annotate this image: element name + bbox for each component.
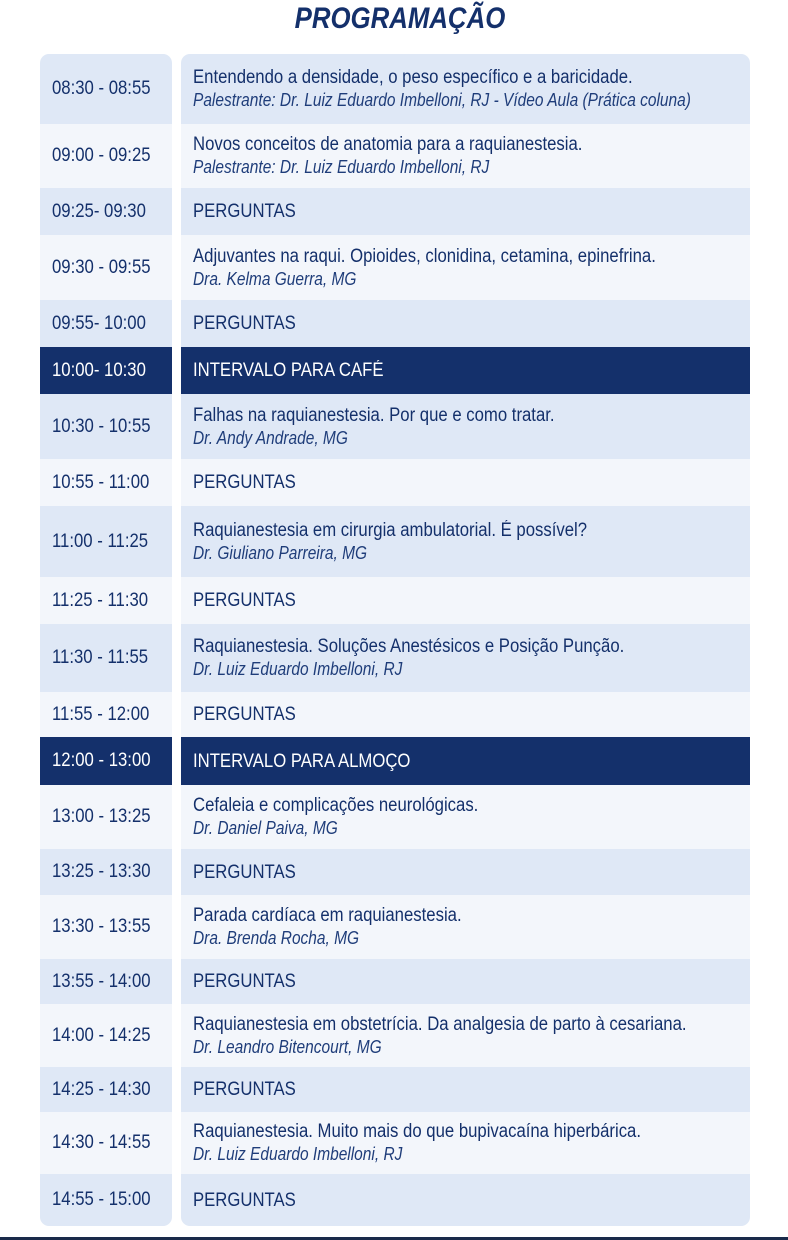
- break-label: INTERVALO PARA CAFÉ: [193, 360, 384, 381]
- time-label: 13:00 - 13:25: [52, 806, 151, 827]
- time-label: 13:25 - 13:30: [52, 861, 151, 882]
- session-title: Raquianestesia em cirurgia ambulatorial. É possível?: [193, 519, 588, 541]
- time-cell: [40, 624, 172, 692]
- time-label: 14:25 - 14:30: [52, 1078, 151, 1100]
- time-cell: [40, 1112, 172, 1174]
- session-title: Cefaleia e complicações neurológicas.: [193, 795, 479, 816]
- questions-label: PERGUNTAS: [193, 590, 296, 611]
- session-title: Raquianestesia em obstetrícia. Da analgesia de parto à cesariana.: [193, 1013, 687, 1035]
- session-row: [181, 895, 750, 959]
- time-cell: [40, 737, 172, 785]
- session-title: Raquianestesia. Muito mais do que bupivacaína hiperbárica.: [193, 1121, 642, 1142]
- time-cell: [40, 849, 172, 895]
- session-row: [181, 124, 750, 188]
- questions-row: [181, 692, 750, 737]
- time-column: [40, 54, 172, 1226]
- time-label: 10:30 - 10:55: [52, 415, 151, 437]
- time-label: 10:00- 10:30: [52, 359, 146, 381]
- session-title: Novos conceitos de anatomia para a raquianestesia.: [193, 134, 583, 155]
- time-cell: [40, 692, 172, 737]
- time-label: 13:30 - 13:55: [52, 916, 151, 937]
- time-label: 09:30 - 09:55: [52, 256, 151, 278]
- session-row: [181, 1004, 750, 1067]
- time-cell: [40, 459, 172, 506]
- time-cell: [40, 394, 172, 459]
- time-label: 11:55 - 12:00: [52, 703, 150, 725]
- break-row: [181, 347, 750, 394]
- session-speaker: Dr. Luiz Eduardo Imbelloni, RJ: [193, 659, 403, 679]
- time-label: 09:55- 10:00: [52, 312, 146, 334]
- questions-row: [181, 1067, 750, 1112]
- time-cell: [40, 785, 172, 849]
- time-cell: [40, 54, 172, 124]
- break-label: INTERVALO PARA ALMOÇO: [193, 750, 411, 772]
- questions-row: [181, 300, 750, 347]
- questions-label: PERGUNTAS: [193, 971, 296, 992]
- time-cell: [40, 506, 172, 577]
- questions-row: [181, 1174, 750, 1226]
- session-row: [181, 1112, 750, 1174]
- session-speaker: Dra. Brenda Rocha, MG: [193, 928, 360, 948]
- time-label: 12:00 - 13:00: [52, 750, 151, 771]
- time-label: 08:30 - 08:55: [52, 78, 151, 99]
- time-label: 13:55 - 14:00: [52, 970, 151, 992]
- time-cell: [40, 300, 172, 347]
- session-speaker: Dr. Andy Andrade, MG: [193, 427, 348, 448]
- time-cell: [40, 1174, 172, 1226]
- time-cell: [40, 347, 172, 394]
- time-cell: [40, 188, 172, 235]
- time-label: 14:30 - 14:55: [52, 1132, 151, 1153]
- session-speaker: Palestrante: Dr. Luiz Eduardo Imbelloni, RJ - Vídeo Aula (Prática coluna): [193, 90, 691, 110]
- session-row: [181, 235, 750, 300]
- break-row: [181, 737, 750, 785]
- time-label: 09:25- 09:30: [52, 200, 146, 222]
- session-speaker: Dr. Giuliano Parreira, MG: [193, 542, 368, 563]
- time-label: 14:55 - 15:00: [52, 1189, 151, 1210]
- questions-label: PERGUNTAS: [193, 472, 296, 493]
- questions-label: PERGUNTAS: [193, 704, 296, 725]
- session-title: Raquianestesia. Soluções Anestésicos e Posição Punção.: [193, 636, 625, 657]
- questions-label: PERGUNTAS: [193, 861, 296, 883]
- session-row: [181, 506, 750, 577]
- session-title: Parada cardíaca em raquianestesia.: [193, 905, 462, 926]
- questions-row: [181, 459, 750, 506]
- questions-row: [181, 188, 750, 235]
- session-row: [181, 785, 750, 849]
- time-cell: [40, 235, 172, 300]
- time-cell: [40, 1067, 172, 1112]
- time-cell: [40, 1004, 172, 1067]
- time-cell: [40, 124, 172, 188]
- session-speaker: Palestrante: Dr. Luiz Eduardo Imbelloni, RJ: [193, 157, 490, 177]
- time-label: 10:55 - 11:00: [52, 471, 150, 493]
- questions-label: PERGUNTAS: [193, 1189, 296, 1211]
- time-cell: [40, 959, 172, 1004]
- session-row: [181, 54, 750, 124]
- session-row: [181, 624, 750, 692]
- session-title: Falhas na raquianestesia. Por que e como tratar.: [193, 404, 555, 426]
- session-speaker: Dra. Kelma Guerra, MG: [193, 268, 357, 289]
- questions-label: PERGUNTAS: [193, 313, 296, 334]
- time-cell: [40, 895, 172, 959]
- time-label: 09:00 - 09:25: [52, 145, 151, 166]
- session-speaker: Dr. Leandro Bitencourt, MG: [193, 1036, 382, 1057]
- page-title: PROGRAMAÇÃO: [294, 2, 506, 35]
- questions-label: PERGUNTAS: [193, 1079, 296, 1100]
- time-cell: [40, 577, 172, 624]
- session-row: [181, 394, 750, 459]
- time-label: 11:00 - 11:25: [52, 530, 149, 552]
- session-title: Adjuvantes na raqui. Opioides, clonidina, cetamina, epinefrina.: [193, 245, 656, 267]
- session-speaker: Dr. Luiz Eduardo Imbelloni, RJ: [193, 1144, 403, 1164]
- questions-row: [181, 577, 750, 624]
- time-label: 11:25 - 11:30: [52, 589, 149, 611]
- questions-row: [181, 959, 750, 1004]
- session-speaker: Dr. Daniel Paiva, MG: [193, 818, 338, 838]
- questions-label: PERGUNTAS: [193, 201, 296, 222]
- time-label: 11:30 - 11:55: [52, 647, 149, 668]
- description-column: [181, 54, 750, 1226]
- questions-row: [181, 849, 750, 895]
- session-title: Entendendo a densidade, o peso específico e a baricidade.: [193, 67, 633, 88]
- time-label: 14:00 - 14:25: [52, 1024, 151, 1046]
